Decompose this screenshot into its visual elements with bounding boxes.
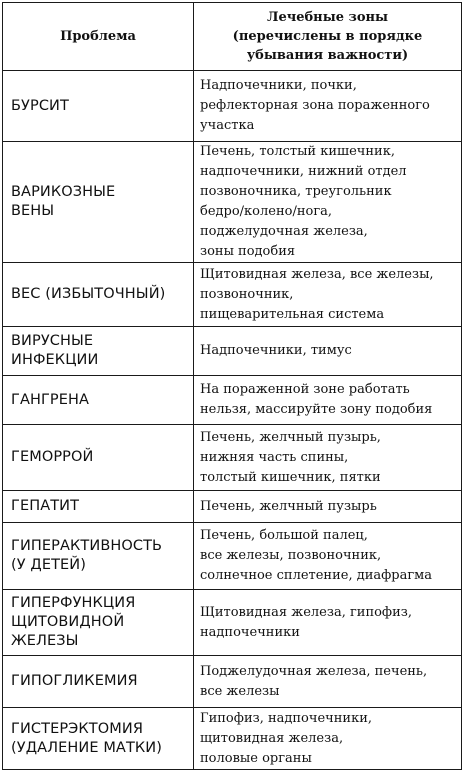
zones-cell — [194, 590, 462, 656]
table-row — [3, 327, 462, 376]
table-row — [3, 708, 462, 770]
problem-line: (УДАЛЕНИЕ МАТКИ) — [11, 739, 163, 756]
zones-line: бедро/колено/нога, — [200, 204, 333, 219]
table-row — [3, 523, 462, 590]
zones-line: Щитовидная железа, гипофиз, — [200, 604, 412, 620]
zones-line: Печень, толстый кишечник, — [200, 144, 395, 159]
zones-line: нижняя часть спины, — [200, 449, 349, 465]
zones-line: все железы, позвоночник, — [200, 548, 382, 563]
header-zones — [194, 3, 462, 71]
table-row — [3, 656, 462, 708]
zones-cell — [194, 425, 462, 491]
zones-line: пищеварительная система — [200, 306, 385, 322]
header-zones-line: убывания важности) — [246, 48, 409, 63]
zones-line: рефлекторная зона пораженного — [200, 98, 430, 113]
zones-line: нельзя, массируйте зону подобия — [200, 402, 433, 417]
problem-cell — [3, 425, 194, 491]
table-header-row — [3, 3, 462, 71]
zones-line: солнечное сплетение, диафрагма — [200, 568, 433, 583]
zones-cell — [194, 142, 462, 263]
problem-line: ЖЕЛЕЗЫ — [11, 633, 79, 649]
problem-cell — [3, 142, 194, 263]
zones-line: позвоночник, — [200, 286, 294, 302]
zones-cell — [194, 708, 462, 770]
problem-line: ВИРУСНЫЕ — [11, 333, 94, 349]
header-zones-line: Лечебные зоны — [266, 10, 389, 25]
problem-line: ВЕС (ИЗБЫТОЧНЫЙ) — [11, 286, 166, 302]
treatment-zones-table — [2, 2, 462, 770]
zones-line: Щитовидная железа, все железы, — [200, 266, 434, 282]
zones-line: зоны подобия — [200, 244, 296, 259]
problem-line: ИНФЕКЦИИ — [11, 352, 99, 368]
header-problem: Проблема — [3, 3, 194, 71]
zones-line: щитовидная железа, — [200, 730, 344, 746]
table-row — [3, 263, 462, 327]
table-row — [3, 71, 462, 142]
problem-line: ГЕМОРРОЙ — [11, 449, 94, 465]
zones-line: Надпочечники, тимус — [200, 343, 352, 358]
problem-cell — [3, 376, 194, 425]
zones-line: Печень, большой палец, — [200, 528, 368, 543]
zones-cell — [194, 263, 462, 327]
problem-cell — [3, 656, 194, 708]
zones-line: половые органы — [200, 750, 312, 766]
table-row — [3, 425, 462, 491]
problem-cell — [3, 708, 194, 770]
table-row — [3, 491, 462, 523]
zones-line: Надпочечники, почки, — [200, 78, 357, 93]
header-zones-line: (перечислены в порядке — [232, 29, 423, 44]
problem-line: ЩИТОВИДНОЙ — [11, 614, 125, 630]
problem-line: ГЕПАТИТ — [11, 498, 80, 514]
zones-line: Поджелудочная железа, печень, — [200, 663, 428, 679]
problem-cell — [3, 523, 194, 590]
problem-cell — [3, 590, 194, 656]
problem-line: БУРСИТ — [11, 97, 69, 114]
zones-line: поджелудочная железа, — [200, 224, 368, 239]
problem-cell — [3, 491, 194, 523]
zones-line: Печень, желчный пузырь, — [200, 429, 381, 445]
zones-cell — [194, 491, 462, 523]
zones-cell — [194, 376, 462, 425]
problem-cell — [3, 71, 194, 142]
table-row — [3, 142, 462, 263]
table-row — [3, 376, 462, 425]
zones-line: На пораженной зоне работать — [200, 382, 410, 397]
zones-cell — [194, 327, 462, 376]
table-row — [3, 590, 462, 656]
problem-line: ГИПОГЛИКЕМИЯ — [11, 673, 138, 689]
zones-line: Печень, желчный пузырь — [200, 498, 377, 514]
problem-line: ГАНГРЕНА — [11, 391, 90, 408]
problem-line: ГИПЕРАКТИВНОСТЬ — [11, 538, 163, 554]
zones-line: участка — [200, 118, 255, 133]
problem-cell — [3, 263, 194, 327]
zones-line: толстый кишечник, пятки — [200, 469, 381, 485]
zones-line: все железы — [200, 683, 280, 699]
problem-line: ВЕНЫ — [11, 203, 55, 219]
zones-line: надпочечники — [200, 624, 300, 640]
zones-line: надпочечники, нижний отдел — [200, 164, 407, 179]
zones-line: Гипофиз, надпочечники, — [200, 710, 373, 726]
problem-line: ГИПЕРФУНКЦИЯ — [11, 595, 136, 611]
zones-cell — [194, 656, 462, 708]
zones-cell — [194, 71, 462, 142]
zones-line: позвоночника, треугольник — [200, 184, 392, 199]
zones-cell — [194, 523, 462, 590]
problem-line: ВАРИКОЗНЫЕ — [11, 184, 116, 200]
problem-line: ГИСТЕРЭКТОМИЯ — [11, 720, 143, 737]
problem-line: (У ДЕТЕЙ) — [11, 557, 87, 573]
problem-cell — [3, 327, 194, 376]
